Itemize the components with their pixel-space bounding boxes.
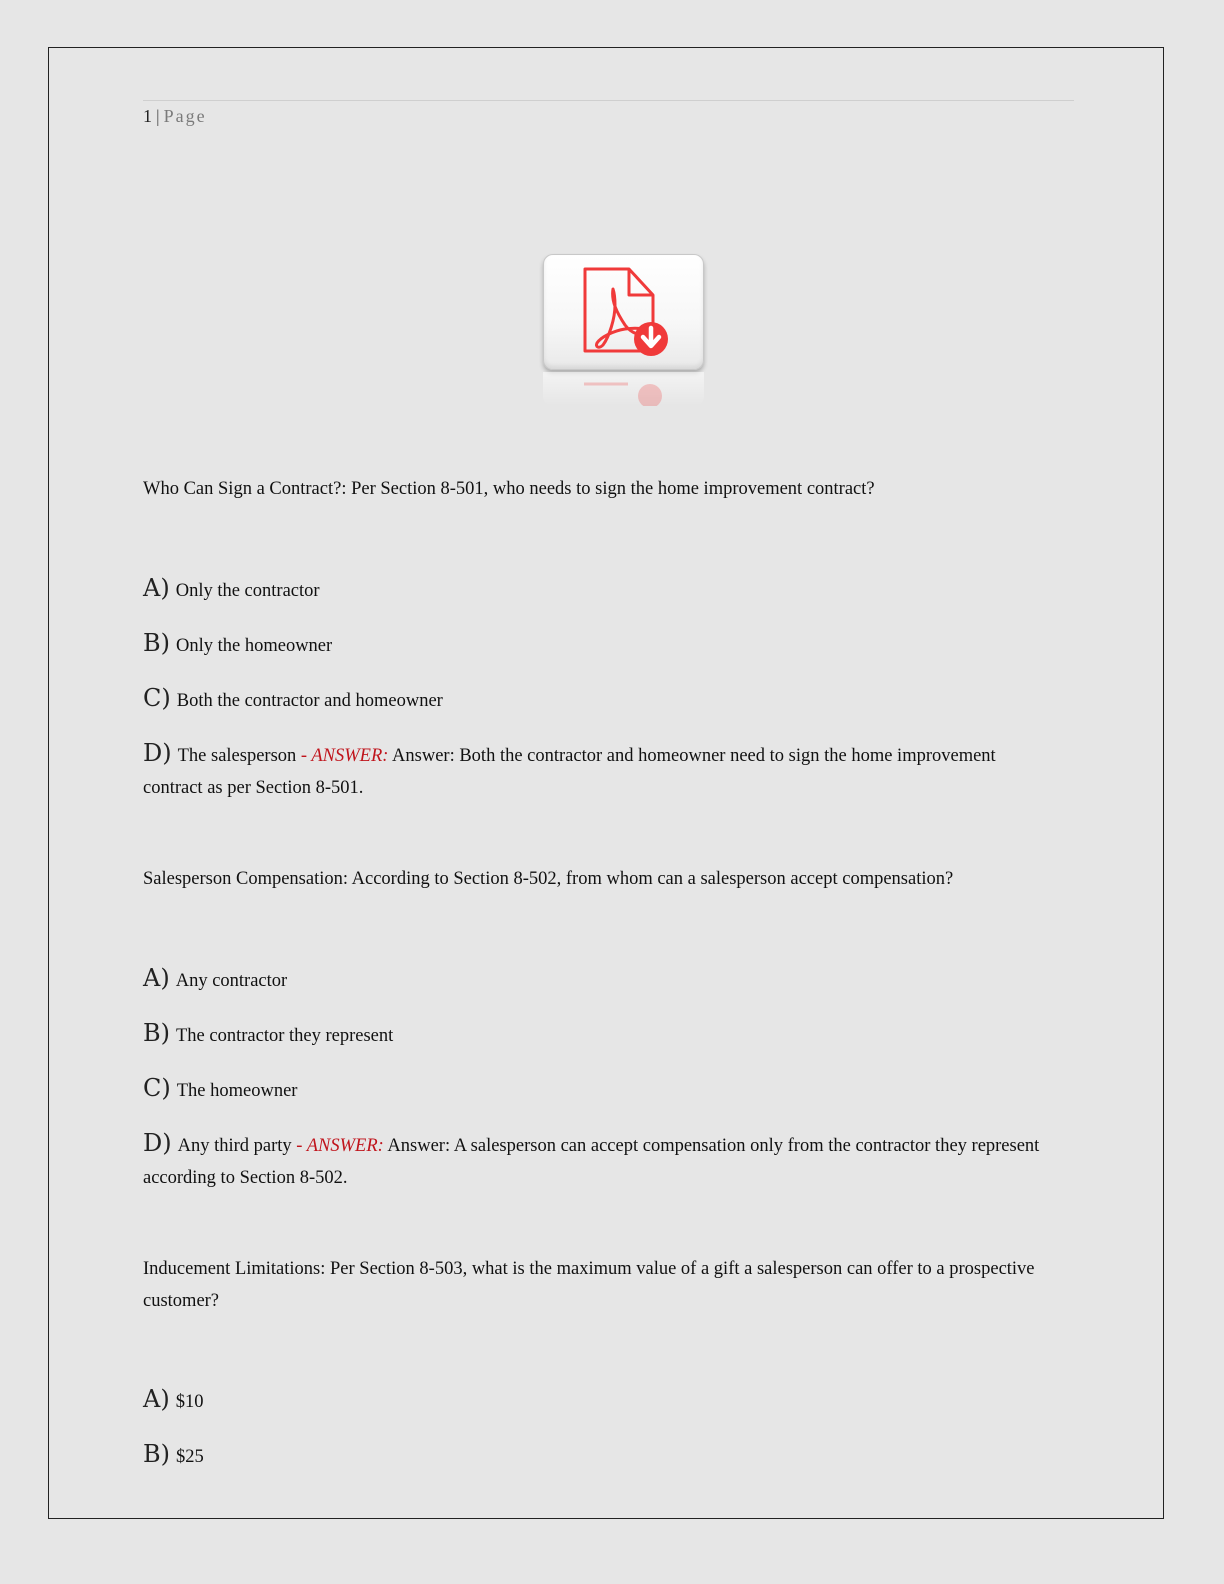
- option-text: Only the contractor: [175, 581, 320, 601]
- question-3-option-b: [143, 1438, 1043, 1473]
- question-2-option-b: [143, 1017, 1043, 1052]
- option-text: Any third party: [177, 1136, 292, 1156]
- option-text: The homeowner: [176, 1081, 298, 1101]
- page-label: Page: [163, 106, 207, 126]
- question-1: Who Can Sign a Contract?: Per Section 8-501, who needs to sign the home improvement contract?: [143, 479, 875, 499]
- option-letter: B): [143, 629, 170, 657]
- option-letter: A): [143, 964, 170, 992]
- question-2-option-d: [143, 1127, 1043, 1194]
- option-letter: C): [143, 684, 171, 712]
- answer-text: Answer: A salesperson can accept compensation only from the contractor they represent according to Section 8-502.: [143, 1136, 1040, 1188]
- question-2: Salesperson Compensation: According to Section 8-502, from whom can a salesperson accept compensation?: [143, 869, 954, 889]
- option-letter: C): [143, 1074, 171, 1102]
- option-letter: D): [143, 739, 172, 767]
- question-1-option-d: [143, 737, 1043, 804]
- question-3-option-a: [143, 1383, 1043, 1418]
- question-1-option-a: [143, 572, 1043, 607]
- question-2-option-c: [143, 1072, 1043, 1107]
- page-number: 1: [143, 106, 152, 126]
- header-divider: [143, 100, 1074, 101]
- option-text: Both the contractor and homeowner: [176, 691, 443, 711]
- question-1-option-c: [143, 682, 1043, 717]
- page-header-separator: |: [156, 106, 160, 126]
- page-header: [143, 106, 207, 127]
- pdf-button-reflection: [543, 372, 704, 406]
- question-2-option-a: [143, 962, 1043, 997]
- option-text: The contractor they represent: [176, 1026, 394, 1046]
- option-letter: B): [143, 1019, 170, 1047]
- option-letter: D): [143, 1129, 172, 1157]
- option-letter: A): [143, 574, 170, 602]
- question-1-option-b: [143, 627, 1043, 662]
- option-text: The salesperson: [177, 746, 297, 766]
- option-letter: A): [143, 1385, 170, 1413]
- pdf-download-button[interactable]: [543, 254, 704, 370]
- option-text: $10: [175, 1392, 204, 1412]
- option-text: $25: [176, 1447, 204, 1467]
- answer-tag: - ANSWER:: [296, 1136, 384, 1156]
- answer-text: Answer: Both the contractor and homeowner need to sign the home improvement contract as per Section 8-501.: [143, 746, 996, 798]
- option-text: Only the homeowner: [176, 636, 333, 656]
- option-letter: B): [143, 1440, 170, 1468]
- option-text: Any contractor: [175, 971, 288, 991]
- pdf-download-icon: [581, 267, 671, 359]
- answer-tag: - ANSWER:: [300, 746, 389, 766]
- question-3: Inducement Limitations: Per Section 8-503, what is the maximum value of a gift a salesperson can offer to a prospective customer?: [143, 1259, 1035, 1311]
